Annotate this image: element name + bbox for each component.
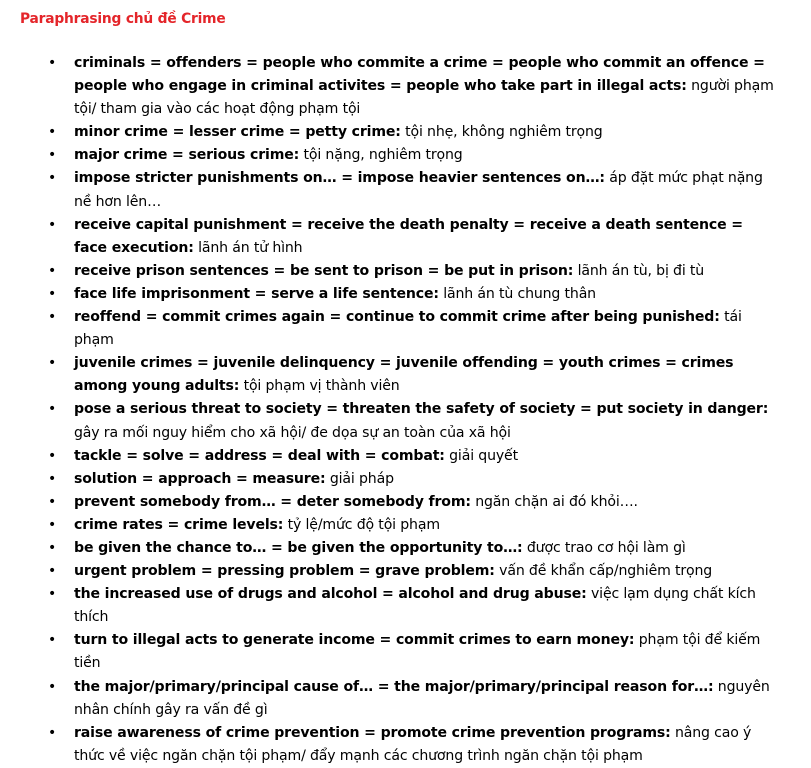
meaning: áp đặt mức phạt nặng nề hơn lên… xyxy=(74,170,763,210)
term: raise awareness of crime prevention = promote crime prevention programs: xyxy=(74,724,671,741)
term: the increased use of drugs and alcohol = alcohol and drug abuse: xyxy=(74,586,587,603)
bullet-icon: • xyxy=(48,216,57,233)
bullet-icon: • xyxy=(48,586,57,603)
term: juvenile crimes = juvenile delinquency = juvenile offending = youth crimes = crimes among young adults: xyxy=(74,355,734,395)
meaning: người phạm tội/ tham gia vào các hoạt động phạm tội xyxy=(74,78,774,118)
meaning: giải quyết xyxy=(449,447,518,464)
term: tackle = solve = address = deal with = combat: xyxy=(74,447,445,464)
term: face life imprisonment = serve a life sentence: xyxy=(74,285,439,302)
bullet-icon: • xyxy=(48,516,57,533)
list-item xyxy=(48,398,774,444)
list-item xyxy=(48,583,774,629)
term: urgent problem = pressing problem = grave problem: xyxy=(74,563,495,580)
term: major crime = serious crime: xyxy=(74,147,300,164)
meaning: được trao cơ hội làm gì xyxy=(526,539,686,556)
bullet-icon: • xyxy=(48,401,57,418)
list-item xyxy=(48,144,774,167)
term: turn to illegal acts to generate income = commit crimes to earn money: xyxy=(74,632,635,649)
term: crime rates = crime levels: xyxy=(74,516,284,533)
bullet-icon: • xyxy=(48,493,57,510)
meaning: lãnh án tù chung thân xyxy=(443,285,596,302)
meaning: tội phạm vị thành viên xyxy=(243,378,400,395)
list-item xyxy=(48,676,774,722)
list-item xyxy=(48,445,774,468)
meaning: ngăn chặn ai đó khỏi…. xyxy=(475,493,638,510)
bullet-icon: • xyxy=(48,309,57,326)
term: receive prison sentences = be sent to prison = be put in prison: xyxy=(74,262,574,279)
meaning: tội nhẹ, không nghiêm trọng xyxy=(405,124,603,141)
meaning: nâng cao ý thức về việc ngăn chặn tội phạm/ đẩy mạnh các chương trình ngăn chặn tội phạm xyxy=(74,724,752,764)
list-item xyxy=(48,722,774,768)
list-item xyxy=(48,214,774,260)
list-item xyxy=(48,537,774,560)
term: be given the chance to… = be given the opportunity to…: xyxy=(74,539,523,556)
term: reoffend = commit crimes again = continue to commit crime after being punished: xyxy=(74,309,720,326)
meaning: vấn đề khẩn cấp/nghiêm trọng xyxy=(499,563,713,580)
bullet-icon: • xyxy=(48,563,57,580)
term: pose a serious threat to society = threaten the safety of society = put society in danger: xyxy=(74,401,769,418)
term: prevent somebody from… = deter somebody from: xyxy=(74,493,471,510)
meaning: việc lạm dụng chất kích thích xyxy=(74,586,756,626)
bullet-icon: • xyxy=(48,539,57,556)
meaning: tội nặng, nghiêm trọng xyxy=(303,147,463,164)
list-item xyxy=(48,491,774,514)
bullet-icon: • xyxy=(48,470,57,487)
list-item xyxy=(48,167,774,213)
list-item xyxy=(48,52,774,121)
term: impose stricter punishments on… = impose heavier sentences on…: xyxy=(74,170,605,187)
bullet-icon: • xyxy=(48,632,57,649)
bullet-icon: • xyxy=(48,724,57,741)
meaning: tỷ lệ/mức độ tội phạm xyxy=(287,516,440,533)
bullet-icon: • xyxy=(48,124,57,141)
term: criminals = offenders = people who commite a crime = people who commit an offence = people who engage in criminal activites = people who take part in illegal acts: xyxy=(74,55,765,95)
bullet-icon: • xyxy=(48,678,57,695)
list-item xyxy=(48,468,774,491)
bullet-icon: • xyxy=(48,170,57,187)
list-item xyxy=(48,514,774,537)
bullet-icon: • xyxy=(48,262,57,279)
meaning: tái phạm xyxy=(74,309,742,349)
list-item xyxy=(48,260,774,283)
meaning: nguyên nhân chính gây ra vấn đề gì xyxy=(74,678,770,718)
term: the major/primary/principal cause of… = the major/primary/principal reason for…: xyxy=(74,678,714,695)
list-item xyxy=(48,306,774,352)
meaning: lãnh án tù, bị đi tù xyxy=(577,262,705,279)
term: solution = approach = measure: xyxy=(74,470,326,487)
list-item xyxy=(48,560,774,583)
bullet-icon: • xyxy=(48,285,57,302)
meaning: gây ra mối nguy hiểm cho xã hội/ đe dọa sự an toàn của xã hội xyxy=(74,424,511,441)
bullet-icon: • xyxy=(48,447,57,464)
bullet-icon: • xyxy=(48,55,57,71)
meaning: lãnh án tử hình xyxy=(198,239,303,256)
meaning: phạm tội để kiếm tiền xyxy=(74,632,761,672)
page-title: Paraphrasing chủ đề Crime xyxy=(20,11,226,27)
list-item xyxy=(48,352,774,398)
meaning: giải pháp xyxy=(329,470,394,487)
term: minor crime = lesser crime = petty crime: xyxy=(74,124,401,141)
bullet-icon: • xyxy=(48,355,57,372)
vocabulary-list xyxy=(48,52,774,768)
term: receive capital punishment = receive the death penalty = receive a death sentence = face execution: xyxy=(74,216,743,256)
list-item xyxy=(48,283,774,306)
bullet-icon: • xyxy=(48,147,57,164)
list-item xyxy=(48,629,774,675)
list-item xyxy=(48,121,774,144)
